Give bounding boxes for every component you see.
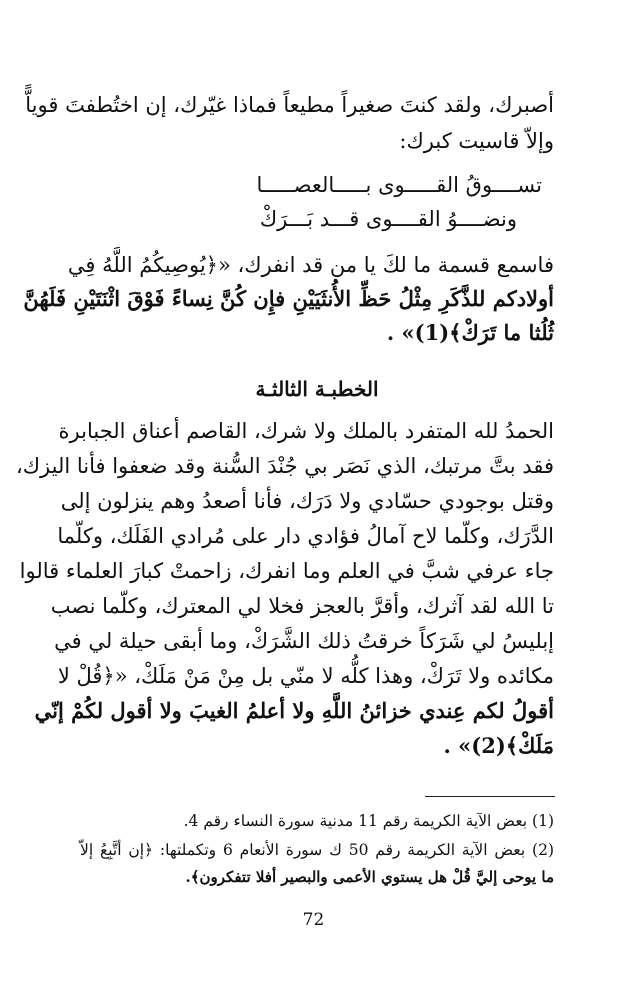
sermon-line-10: مَلَكْ﴾(2)» . [443, 733, 554, 758]
sermon-line-8: مكائده ولا تَرَكْ، وهذا كلُّه لا منّي بل مِنْ مَنْ مَلَكْ، «﴿قُلْ لا [57, 664, 554, 688]
sermon-line-7: إبليسُ لي شَرَكاً خرقتُ ذلك الشَّرَكْ، وما أبقى حيلة لي في [54, 629, 554, 653]
footnote-divider [425, 796, 555, 797]
footnote-1-text: بعض الآية الكريمة رقم 11 مدنية سورة النساء رقم 4. [183, 812, 528, 830]
intro-line-2: وإلاّ قاسيت كبرك: [399, 129, 554, 153]
sermon-line-1: الحمدُ لله المتفرد بالملك ولا شرك، القاصم أعناق الجبابرة [58, 419, 554, 443]
sermon-line-4: الدَّرَك، وكلّما لاح آمالُ فؤادي دار على مُرادي الفَلَك، وكلّما [57, 524, 554, 548]
footnote-2-marker: (2) [532, 841, 555, 859]
quote-line-1: فاسمع قسمة ما لكَ يا من قد انفرك، «﴿يُوصِيكُمُ اللَّهُ فِي [67, 253, 554, 277]
page-number: 72 [302, 910, 325, 930]
verse-line-2: ونضــــوُ القــــوى قـــد بَـــرَكْ [259, 207, 517, 231]
verse-line-1: تســــوقُ القـــــوى بـــــالعصـــــا [256, 173, 542, 197]
footnote-2-text: بعض الآية الكريمة رقم 50 ك سورة الأنعام 6 وتكملتها: ﴿إن أتَّبِعُ إلاّ [80, 841, 526, 859]
footnote-1-marker: (1) [532, 812, 554, 830]
intro-line-1: أصبرك، ولقد كنتَ صغيراً مطيعاً فماذا غيّرك، إن اختُطفتَ قوياًّ [25, 93, 554, 117]
quote-line-2: أولادكم للذَّكَرِ مِثْلُ حَظِّ الأُنثَيَيْنِ فإِن كُنَّ نِساءً فَوْقَ اثْنَتَيْنِ فَلَهُنَّ [23, 286, 554, 311]
footnote-2-continuation: ما يوحى إليَّ قُلْ هل يستوي الأعمى والبصير أفلا تتفكرون﴾. [185, 868, 554, 886]
footnote-2 [80, 839, 554, 863]
sermon-line-9: أقولُ لكم عِندي خزائنُ اللَّهِ ولا أعلمُ الغيبَ ولا أقول لكُمْ إنّي [34, 698, 554, 723]
footnote-1 [80, 810, 554, 834]
sermon-line-6: تا الله لقد آثرك، وأقرَّ بالعجز فخلا لي المعترك، وكلّما نصب [50, 594, 554, 618]
sermon-line-5: جاء عرفي شبَّ في العلم وما انفرك، زاحمتْ كبارَ العلماء قالوا [19, 559, 554, 583]
section-title: الخطبـة الثالثـة [255, 377, 379, 401]
sermon-line-2: فقد بتَّ مرتبك، الذي نَصَر بي جُنْدَ السُّنة وقد ضعفوا فأنا اليزك، [15, 454, 554, 478]
sermon-line-3: وقتل بوجودي حسّادي ولا دَرَك، فأنا أصعدُ وهم ينزلون إلى [60, 489, 554, 513]
quote-line-3: ثُلُثا ما تَرَكْ﴾(1)» . [386, 320, 554, 345]
